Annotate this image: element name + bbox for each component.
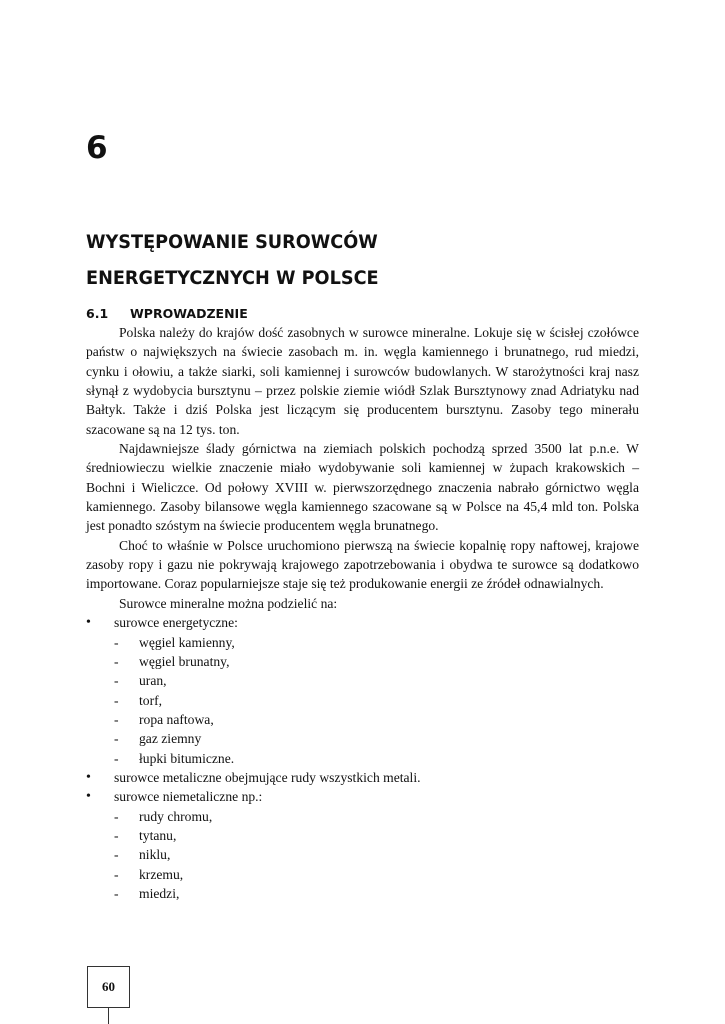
paragraph-history: Najdawniejsze ślady górnictwa na ziemiach polskich pochodzą sprzed 3500 lat p.n.e. W średniowieczu wielkie znaczenie miało wydobywanie soli kamiennej w żupach krakowskich – Bochni i Wieliczce. Od połowy XVIII w. pierwszorzędnego znaczenia nabrało górnictwo węgla kamiennego. Zasoby bilansowe węgla kamiennego szacowane są w Polsce na 45,4 mld ton. Polska jest ponadto szóstym na świecie producentem węgla brunatnego. [86, 441, 639, 534]
section-title: WPROWADZENIE [130, 306, 248, 321]
paragraph-oil-gas: Choć to właśnie w Polsce uruchomiono pierwszą na świecie kopalnię ropy naftowej, krajowe zasoby ropy i gazu nie pokrywają krajowego zapotrzebowania i obydwa te surowce są dodatkowo importowane. Coraz popularniejsze staje się też produkowanie energii ze źródeł odnawialnych. [86, 537, 639, 592]
page-number: 60 [87, 966, 130, 1008]
list-item: - łupki bitumiczne. [114, 749, 639, 768]
body-text [86, 323, 639, 903]
list-intro: Surowce mineralne można podzielić na: [119, 595, 338, 611]
list-item-metal [86, 768, 639, 787]
resource-list [86, 613, 639, 903]
section-heading [86, 306, 248, 321]
list-item-label: surowce energetyczne: [114, 615, 238, 631]
list-item-label: surowce niemetaliczne np.: [114, 789, 263, 805]
list-item: - ropa naftowa, [114, 710, 639, 729]
chapter-title-line-2: ENERGETYCZNYCH W POLSCE [86, 267, 379, 289]
chapter-title-line-1: WYSTĘPOWANIE SUROWCÓW [86, 231, 378, 253]
page-number-divider [108, 1008, 109, 1024]
chapter-title [86, 224, 607, 296]
list-item: - niklu, [114, 845, 639, 864]
list-item-label: surowce metaliczne obejmujące rudy wszystkich metali. [114, 769, 421, 785]
section-number: 6.1 [86, 306, 109, 321]
list-item-nonmetal [86, 787, 639, 903]
nonmetal-sublist [114, 807, 639, 904]
list-item: - węgiel kamienny, [114, 633, 639, 652]
list-item: - torf, [114, 691, 639, 710]
list-item-energy [86, 613, 639, 768]
list-item: - miedzi, [114, 884, 639, 903]
list-item: - gaz ziemny [114, 729, 639, 748]
list-item: - uran, [114, 671, 639, 690]
list-item: - rudy chromu, [114, 807, 639, 826]
list-item: - tytanu, [114, 826, 639, 845]
paragraph-intro: Polska należy do krajów dość zasobnych w surowce mineralne. Lokuje się w ścisłej czołówce państw o największych na świecie zasobach m. in. węgla kamiennego i brunatnego, rud miedzi, cynku i ołowiu, a także siarki, soli kamiennej i surowców budowlanych. W starożytności kraj nasz słynął z wydobycia bursztynu – przez polskie ziemie wiódł Szlak Bursztynowy znad Adriatyku nad Bałtyk. Także i dziś Polska jest liczącym się producentem bursztynu. Zasoby tego minerału szacowane są na 12 tys. ton. [86, 325, 639, 437]
list-item: - węgiel brunatny, [114, 652, 639, 671]
list-item: - krzemu, [114, 865, 639, 884]
energy-sublist [114, 633, 639, 768]
chapter-number: 6 [86, 130, 108, 166]
